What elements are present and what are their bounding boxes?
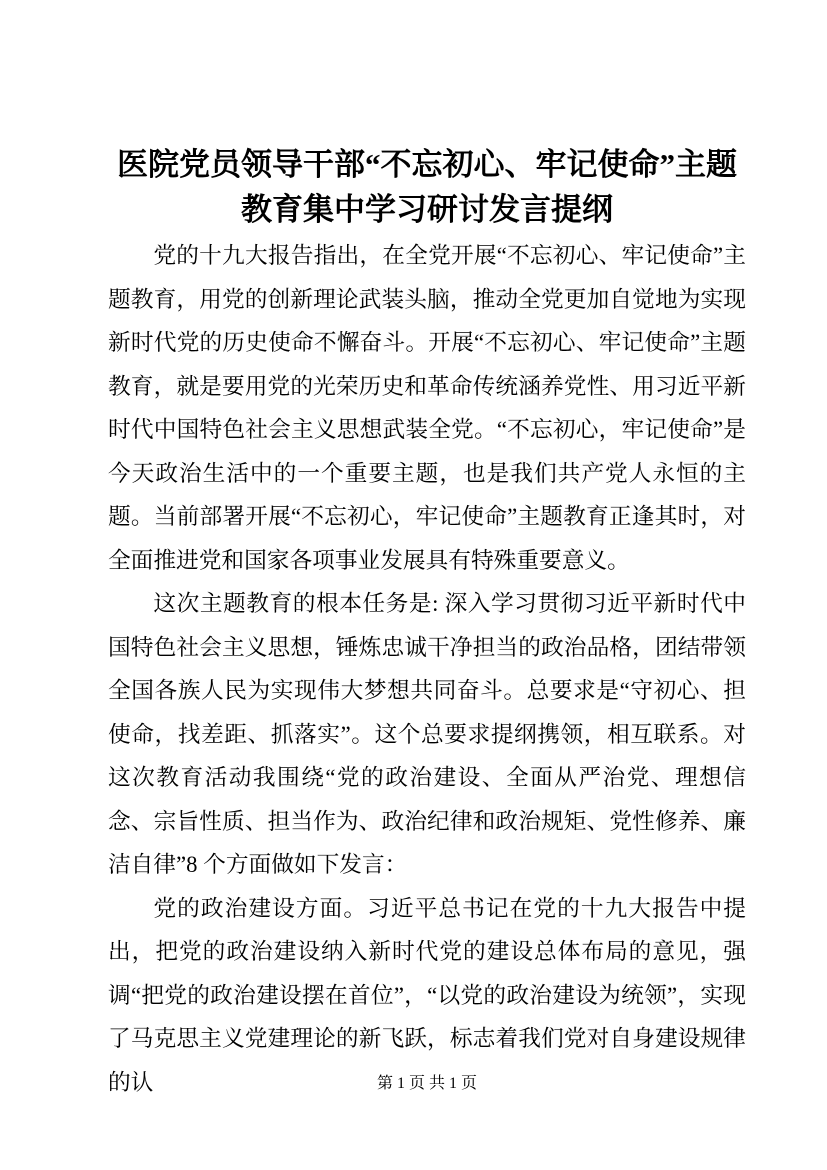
page-number: 第 1 页 共 1 页: [376, 1075, 477, 1092]
paragraph-tasks: 这次主题教育的根本任务是: 深入学习贯彻习近平新时代中国特色社会主义思想，锤炼忠诚干净担当的政治品格，团结带领全国各族人民为实现伟大梦想共同奋斗。总要求是“守初心、担使命，找差距、抓落实”。这个总要求提纲携领，相互联系。对这次教育活动我围绕“党的政治建设、全面从严治党、理想信念、宗旨性质、担当作为、政治纪律和政治规矩、党性修养、廉洁自律”8 个方面做如下发言：: [108, 591, 746, 877]
paragraph-intro: 党的十九大报告指出，在全党开展“不忘初心、牢记使命”主题教育，用党的创新理论武装头脑，推动全党更加自觉地为实现新时代党的历史使命不懈奋斗。开展“不忘初心、牢记使命”主题教育，就是要用党的光荣历史和革命传统涵养党性、用习近平新时代中国特色社会主义思想武装全党。“不忘初心，牢记使命”是今天政治生活中的一个重要主题，也是我们共产党人永恒的主题。当前部署开展“不忘初心，牢记使命”主题教育正逢其时，对全面推进党和国家各项事业发展具有特殊重要意义。: [108, 243, 746, 573]
document-body: [108, 234, 746, 1104]
paragraph-political-construction: 党的政治建设方面。习近平总书记在党的十九大报告中提出，把党的政治建设纳入新时代党的建设总体布局的意见，强调“把党的政治建设摆在首位”，“以党的政治建设为统领”，实现了马克思主义党建理论的新飞跃，标志着我们党对自身建设规律的认: [108, 895, 746, 1095]
document-title: 医院党员领导干部“不忘初心、牢记使命”主题教育集中学习研讨发言提纲: [117, 147, 737, 227]
document-content: [108, 142, 746, 1104]
